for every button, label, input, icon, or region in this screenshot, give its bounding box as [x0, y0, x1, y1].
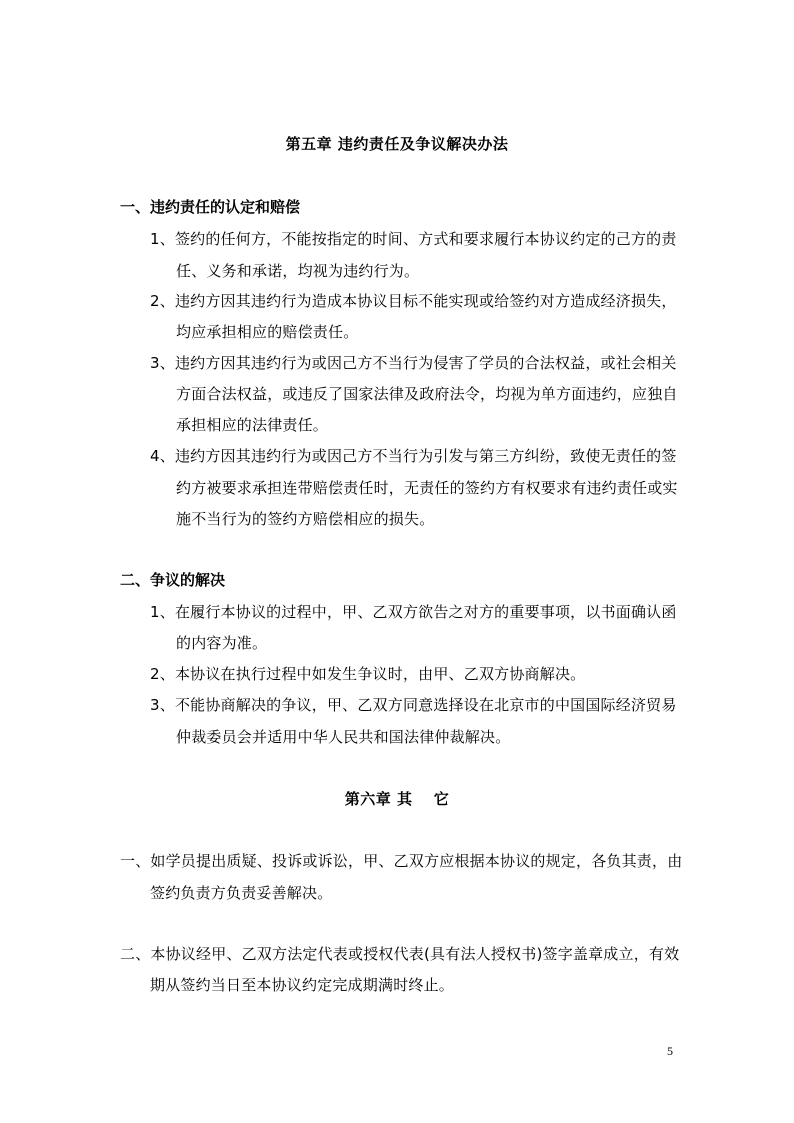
chapter-6-title: 第六章 其 它 — [344, 790, 450, 808]
clause-2-1-line-1: 1、在履行本协议的过程中，甲、乙双方欲告之对方的重要事项，以书面确认函 — [150, 603, 677, 621]
clause-1-4-line-3: 施不当行为的签约方赔偿相应的损失。 — [176, 510, 435, 528]
chapter-6-para-2-line-1: 二、本协议经甲、乙双方法定代表或授权代表(具有法人授权书)签字盖章成立，有效 — [120, 945, 680, 963]
clause-2-3-line-2: 仲裁委员会并适用中华人民共和国法律仲裁解决。 — [176, 728, 511, 746]
chapter-5-title: 第五章 违约责任及争议解决办法 — [285, 135, 509, 153]
clause-1-3-line-3: 承担相应的法律责任。 — [176, 416, 329, 434]
clause-1-1-line-2: 任、义务和承诺，均视为违约行为。 — [176, 262, 420, 280]
clause-1-3-line-1: 3、违约方因其违约行为或因己方不当行为侵害了学员的合法权益，或社会相关 — [150, 354, 677, 372]
section-heading-disputes: 二、争议的解决 — [120, 571, 226, 589]
clause-1-2-line-2: 均应承担相应的赔偿责任。 — [176, 323, 359, 341]
clause-2-3-line-1: 3、不能协商解决的争议，甲、乙双方同意选择设在北京市的中国国际经济贸易 — [150, 696, 677, 714]
chapter-6-para-1-line-1: 一、如学员提出质疑、投诉或诉讼，甲、乙双方应根据本协议的规定，各负其责，由 — [120, 852, 683, 870]
clause-2-1-line-2: 的内容为准。 — [176, 634, 268, 652]
clause-1-4-line-1: 4、违约方因其违约行为或因己方不当行为引发与第三方纠纷，致使无责任的签 — [150, 447, 677, 465]
chapter-6-para-2-line-2: 期从签约当日至本协议约定完成期满时终止。 — [150, 976, 455, 994]
page-number: 5 — [667, 1044, 673, 1058]
section-heading-liability: 一、违约责任的认定和赔偿 — [120, 198, 301, 216]
clause-1-2-line-1: 2、违约方因其违约行为造成本协议目标不能实现或给签约对方造成经济损失， — [150, 292, 677, 310]
clause-2-2-line-1: 2、本协议在执行过程中如发生争议时，由甲、乙双方协商解决。 — [150, 665, 586, 683]
clause-1-4-line-2: 约方被要求承担连带赔偿责任时，无责任的签约方有权要求有违约责任或实 — [176, 479, 678, 497]
chapter-6-para-1-line-2: 签约负责方负责妥善解决。 — [150, 884, 333, 902]
clause-1-1-line-1: 1、签约的任何方，不能按指定的时间、方式和要求履行本协议约定的己方的责 — [150, 230, 677, 248]
clause-1-3-line-2: 方面合法权益，或违反了国家法律及政府法令，均视为单方面违约，应独自 — [176, 385, 678, 403]
